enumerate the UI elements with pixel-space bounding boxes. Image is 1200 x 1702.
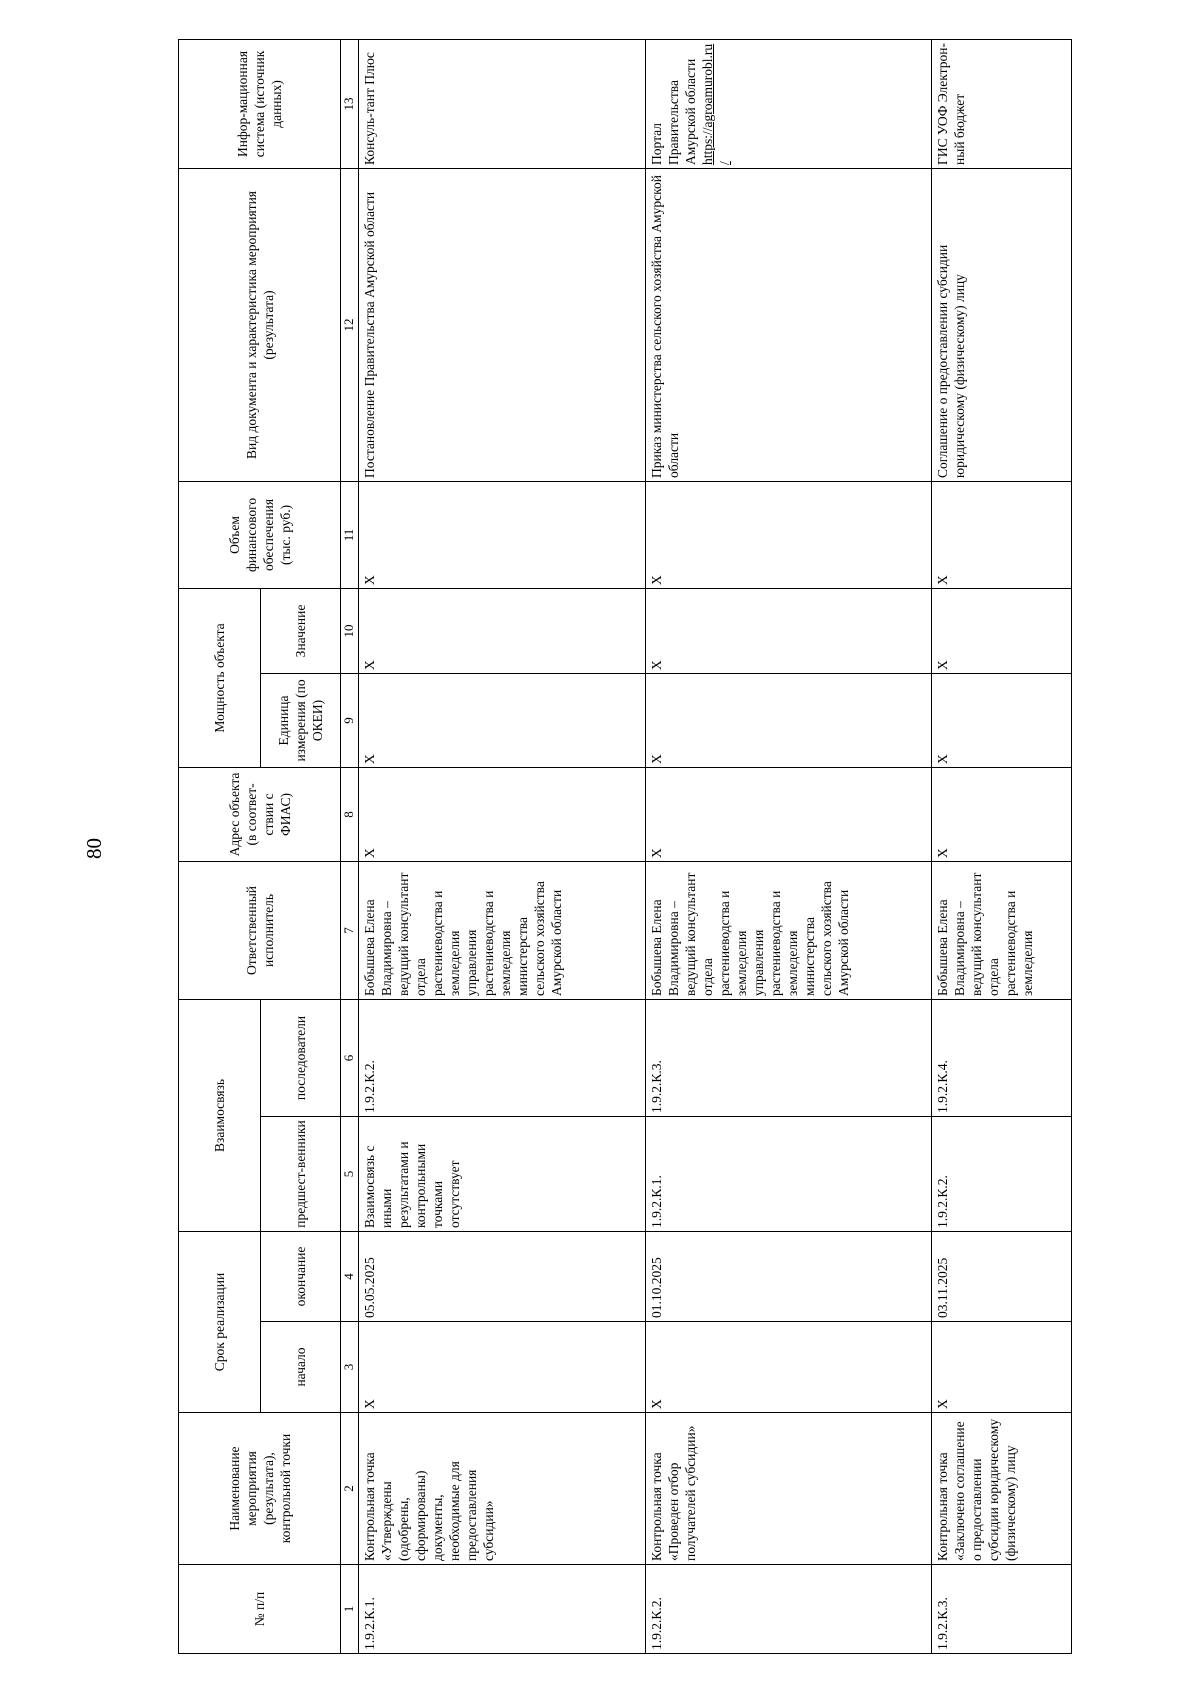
header-doc: Вид документа и характеристика мероприятия (результата) bbox=[179, 168, 341, 481]
column-numbers-row bbox=[341, 39, 359, 1653]
row-successors: 1.9.2.К.2. bbox=[359, 999, 646, 1116]
plan-table bbox=[178, 39, 1072, 1654]
col-number: 7 bbox=[341, 861, 359, 999]
row-doc: Приказ министерства сельского хозяйства Амурской области bbox=[646, 168, 932, 481]
col-number: 6 bbox=[341, 999, 359, 1116]
header-end: окончание bbox=[261, 1231, 341, 1321]
header-predecessors: предшест-венники bbox=[261, 1116, 341, 1231]
header-num: № п/п bbox=[179, 1565, 341, 1654]
col-number: 12 bbox=[341, 168, 359, 481]
row-doc: Постановление Правительства Амурской области bbox=[359, 168, 646, 481]
header-info-system: Инфор-мационная система (источник данных) bbox=[179, 39, 341, 168]
col-number: 4 bbox=[341, 1231, 359, 1321]
header-address: Адрес объекта (в соответ-ствии с ФИАС) bbox=[179, 767, 341, 861]
row-predecessors: 1.9.2.К.2. bbox=[932, 1116, 1072, 1231]
row-predecessors: 1.9.2.К.1. bbox=[646, 1116, 932, 1231]
rotated-table-container bbox=[178, 40, 1085, 1654]
row-successors: 1.9.2.К.4. bbox=[932, 999, 1072, 1116]
info-system-name: ГИС УОФ Электрон-ный бюджет bbox=[935, 43, 967, 165]
col-number: 11 bbox=[341, 481, 359, 588]
row-value: X bbox=[932, 588, 1072, 673]
row-successors: 1.9.2.К.3. bbox=[646, 999, 932, 1116]
row-address: X bbox=[932, 767, 1072, 861]
col-number: 3 bbox=[341, 1322, 359, 1413]
row-start: X bbox=[359, 1322, 646, 1413]
row-info-system bbox=[646, 39, 932, 168]
row-start: X bbox=[932, 1322, 1072, 1413]
header-value: Значение bbox=[261, 588, 341, 673]
col-number: 1 bbox=[341, 1565, 359, 1654]
row-responsible: Бобышева Елена Владимировна – ведущий консультант отдела растениеводства и земледелия bbox=[932, 861, 1072, 999]
row-unit: X bbox=[359, 673, 646, 767]
row-start: X bbox=[646, 1322, 932, 1413]
row-predecessors: Взаимосвязь с иными результатами и контрольными точками отсутствует bbox=[359, 1116, 646, 1231]
row-unit: X bbox=[646, 673, 932, 767]
row-name: Контрольная точка «Заключено соглашение о предоставлении субсидии юридическому (физическому) лицу bbox=[932, 1413, 1072, 1565]
row-value: X bbox=[646, 588, 932, 673]
page-number: 80 bbox=[82, 838, 106, 859]
row-info-system bbox=[932, 39, 1072, 168]
row-info-system bbox=[359, 39, 646, 168]
row-address: X bbox=[646, 767, 932, 861]
row-name: Контрольная точка «Утверждены (одобрены, сформированы) документы, необходимые для предоставления субсидии» bbox=[359, 1413, 646, 1565]
header-unit: Единица измерения (по ОКЕИ) bbox=[261, 673, 341, 767]
row-address: X bbox=[359, 767, 646, 861]
info-system-link[interactable]: https://agroamurobl.ru/ bbox=[700, 43, 732, 165]
col-number: 8 bbox=[341, 767, 359, 861]
header-name: Наименование мероприятия (результата), контрольной точки bbox=[179, 1413, 341, 1565]
table-row bbox=[932, 39, 1072, 1653]
row-end: 03.11.2025 bbox=[932, 1231, 1072, 1321]
row-value: X bbox=[359, 588, 646, 673]
row-num: 1.9.2.К.3. bbox=[932, 1565, 1072, 1654]
table-row bbox=[359, 39, 646, 1653]
col-number: 9 bbox=[341, 673, 359, 767]
row-unit: X bbox=[932, 673, 1072, 767]
row-finance: X bbox=[646, 481, 932, 588]
col-number: 5 bbox=[341, 1116, 359, 1231]
header-start: начало bbox=[261, 1322, 341, 1413]
header-finance: Объем финансового обеспечения (тыс. руб.) bbox=[179, 481, 341, 588]
info-system-name: Портал Правительства Амурской области bbox=[649, 58, 698, 165]
row-num: 1.9.2.К.2. bbox=[646, 1565, 932, 1654]
row-name: Контрольная точка «Проведен отбор получателей субсидии» bbox=[646, 1413, 932, 1565]
row-responsible: Бобышева Елена Владимировна – ведущий консультант отдела растениеводства и земледелия управления растениеводства и земледелия министерства сельского хозяйства Амурской области bbox=[359, 861, 646, 999]
header-successors: последователи bbox=[261, 999, 341, 1116]
row-doc: Соглашение о предоставлении субсидии юридическому (физическому) лицу bbox=[932, 168, 1072, 481]
row-finance: X bbox=[359, 481, 646, 588]
header-relation: Взаимосвязь bbox=[179, 999, 261, 1231]
header-term: Срок реализации bbox=[179, 1231, 261, 1412]
info-system-name: Консуль-тант Плюс bbox=[362, 52, 377, 165]
col-number: 13 bbox=[341, 39, 359, 168]
table-row bbox=[646, 39, 932, 1653]
row-responsible: Бобышева Елена Владимировна – ведущий консультант отдела растениеводства и земледелия управления растениеводства и земледелия министерства сельского хозяйства Амурской области bbox=[646, 861, 932, 999]
row-finance: X bbox=[932, 481, 1072, 588]
row-end: 05.05.2025 bbox=[359, 1231, 646, 1321]
col-number: 10 bbox=[341, 588, 359, 673]
row-end: 01.10.2025 bbox=[646, 1231, 932, 1321]
row-num: 1.9.2.К.1. bbox=[359, 1565, 646, 1654]
header-capacity: Мощность объекта bbox=[179, 588, 261, 767]
col-number: 2 bbox=[341, 1413, 359, 1565]
header-responsible: Ответственный исполнитель bbox=[179, 861, 341, 999]
